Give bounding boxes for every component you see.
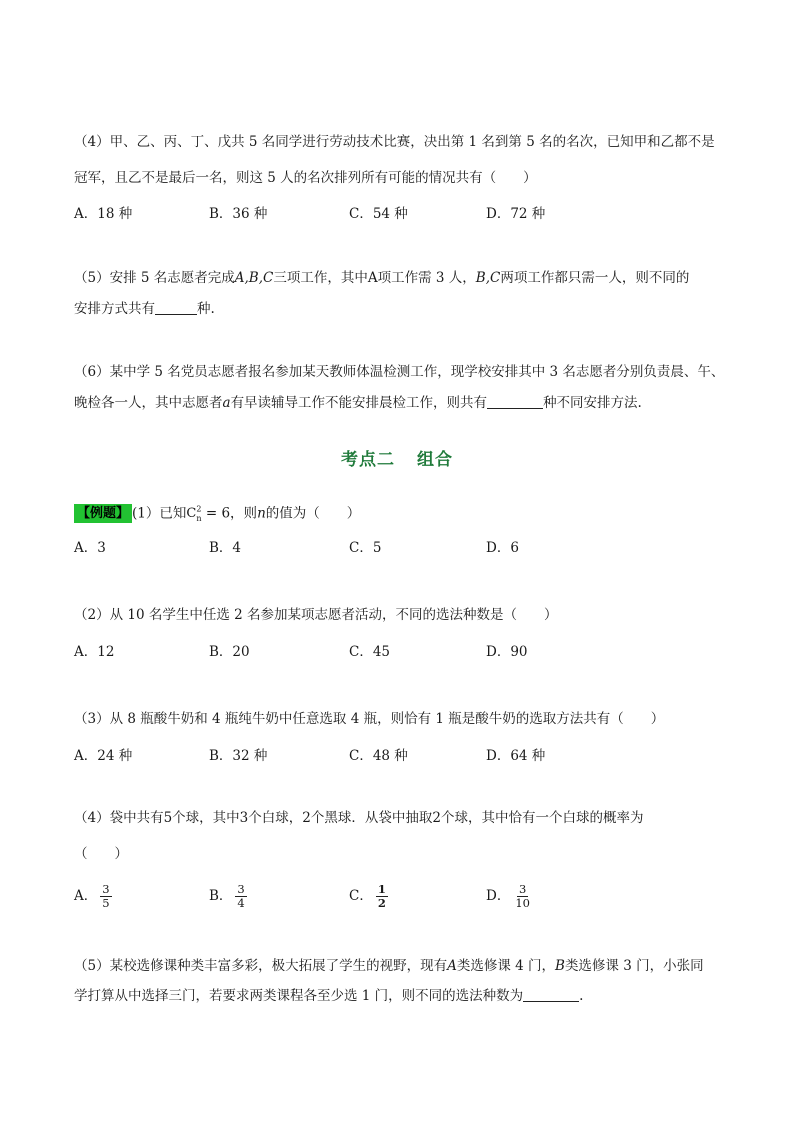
comb-sub: n	[196, 513, 202, 523]
comb-sup: 2	[196, 505, 202, 514]
ex5-text: 类选修课 4 门，	[456, 958, 556, 974]
fraction	[235, 883, 246, 910]
combination-symbol	[186, 506, 201, 521]
q4-line-2: 冠军，且乙不是最后一名，则这 5 人的名次排列所有可能的情况共有（ ）	[74, 170, 537, 186]
fraction-denominator: 10	[515, 896, 530, 910]
ex3-option-b[interactable]: B．32 种	[209, 748, 268, 764]
ex1-text: = 6，则	[201, 505, 258, 522]
ex3-option-a[interactable]: A．24 种	[74, 748, 133, 764]
ex2-option-a[interactable]: A．12	[74, 644, 115, 660]
q6-answer-blank[interactable]	[487, 394, 543, 409]
ex3-option-c[interactable]: C．48 种	[349, 748, 408, 764]
ex5-text: （5）某校选修课种类丰富多彩，极大拓展了学生的视野，现有	[74, 958, 448, 974]
option-label: C．	[349, 888, 373, 904]
option-label: B．	[209, 888, 233, 904]
fraction-denominator: 5	[102, 896, 110, 910]
ex3-option-d[interactable]: D．64 种	[486, 748, 546, 764]
ex3-line: （3）从 8 瓶酸牛奶和 4 瓶纯牛奶中任意选取 4 瓶，则恰有 1 瓶是酸牛奶的选取方法共有（ ）	[74, 711, 665, 727]
ex1-text: 的值为（ ）	[265, 505, 361, 522]
ex4-option-a[interactable]	[74, 876, 112, 916]
ex2-option-d[interactable]: D．90	[486, 644, 528, 660]
q4-options	[74, 204, 714, 224]
section-heading-part1: 考点二	[341, 450, 395, 470]
ex2-option-c[interactable]: C．45	[349, 644, 391, 660]
fraction-numerator: 1	[377, 882, 386, 896]
q5-text: 种.	[197, 301, 215, 317]
q5-line-1	[74, 268, 689, 288]
ex4-option-b[interactable]	[209, 876, 247, 916]
ex4-option-d[interactable]	[486, 876, 532, 916]
q5-text: 安排方式共有	[74, 301, 155, 317]
ex1-option-a[interactable]: A．3	[74, 540, 106, 556]
example-tag: 【例题】	[74, 504, 132, 523]
q5-text: （5）安排 5 名志愿者完成	[74, 270, 235, 286]
ex5-line-1	[74, 956, 704, 976]
q6-line-2	[74, 393, 642, 413]
q5-text: 两项工作都只需一人，则不同的	[500, 270, 690, 286]
q5-answer-blank[interactable]	[155, 300, 197, 315]
fraction-numerator: 3	[102, 882, 110, 896]
option-label: D．	[486, 888, 511, 904]
q4-line-1: （4）甲、乙、丙、丁、戊共 5 名同学进行劳动技术比赛，决出第 1 名到第 5 名的名次，已知甲和乙都不是	[74, 134, 715, 150]
q4-option-d[interactable]: D．72 种	[486, 206, 546, 222]
q6-variable: a	[222, 395, 231, 411]
q6-text: 有早读辅导工作不能安排晨检工作，则共有	[230, 395, 488, 411]
ex2-line: （2）从 10 名学生中任选 2 名参加某项志愿者活动，不同的选法种数是（ ）	[74, 607, 558, 623]
q6-text: 晚检各一人，其中志愿者	[74, 395, 223, 411]
q5-variable: B,C	[475, 270, 501, 286]
fraction-denominator: 2	[377, 896, 386, 910]
ex5-text: 类选修课 3 门，小张同	[564, 958, 704, 974]
ex3-options	[74, 746, 714, 766]
ex4-options	[74, 876, 714, 916]
option-label: A．	[74, 888, 98, 904]
fraction-numerator: 3	[518, 882, 527, 896]
ex2-option-b[interactable]: B．20	[209, 644, 250, 660]
q4-option-c[interactable]: C．54 种	[349, 206, 408, 222]
q5-text: 三项工作，其中A项工作需 3 人，	[273, 270, 476, 286]
ex5-variable: A	[447, 958, 457, 974]
fraction-denominator: 4	[237, 896, 245, 910]
section-heading	[0, 445, 794, 470]
ex1-options	[74, 538, 714, 558]
fraction	[376, 883, 388, 910]
q4-option-b[interactable]: B．36 种	[209, 206, 268, 222]
ex5-line-2	[74, 986, 583, 1006]
ex5-text: 学打算从中选择三门，若要求两类课程各至少选 1 门，则不同的选法种数为	[74, 988, 524, 1004]
ex1-option-d[interactable]: D．6	[486, 540, 519, 556]
q4-option-a[interactable]: A．18 种	[74, 206, 133, 222]
ex1-line	[74, 500, 360, 529]
fraction	[513, 883, 532, 910]
ex4-line-1: （4）袋中共有5个球，其中3个白球，2个黑球．从袋中抽取2个球，其中恰有一个白球的概率为	[74, 810, 644, 826]
q5-variable: A,B,C	[234, 270, 274, 286]
ex5-variable: B	[555, 958, 565, 974]
ex1-option-c[interactable]: C．5	[349, 540, 382, 556]
fraction-numerator: 3	[237, 882, 245, 896]
q5-line-2	[74, 299, 215, 319]
ex1-option-b[interactable]: B．4	[209, 540, 242, 556]
ex1-text: (1）已知	[132, 505, 187, 522]
ex5-answer-blank[interactable]	[523, 987, 579, 1002]
section-heading-part2: 组合	[417, 450, 453, 470]
ex5-text: .	[579, 988, 584, 1004]
ex2-options	[74, 642, 714, 662]
ex1-variable: n	[257, 505, 266, 522]
fraction	[100, 883, 111, 910]
q6-text: 种不同安排方法.	[543, 395, 642, 411]
comb-c: C	[186, 506, 197, 522]
ex4-line-2: （ ）	[74, 846, 128, 862]
q6-line-1: （6）某中学 5 名党员志愿者报名参加某天教师体温检测工作，现学校安排其中 3 名志愿者分别负责晨、午、	[74, 364, 725, 380]
ex4-option-c[interactable]	[349, 876, 388, 916]
